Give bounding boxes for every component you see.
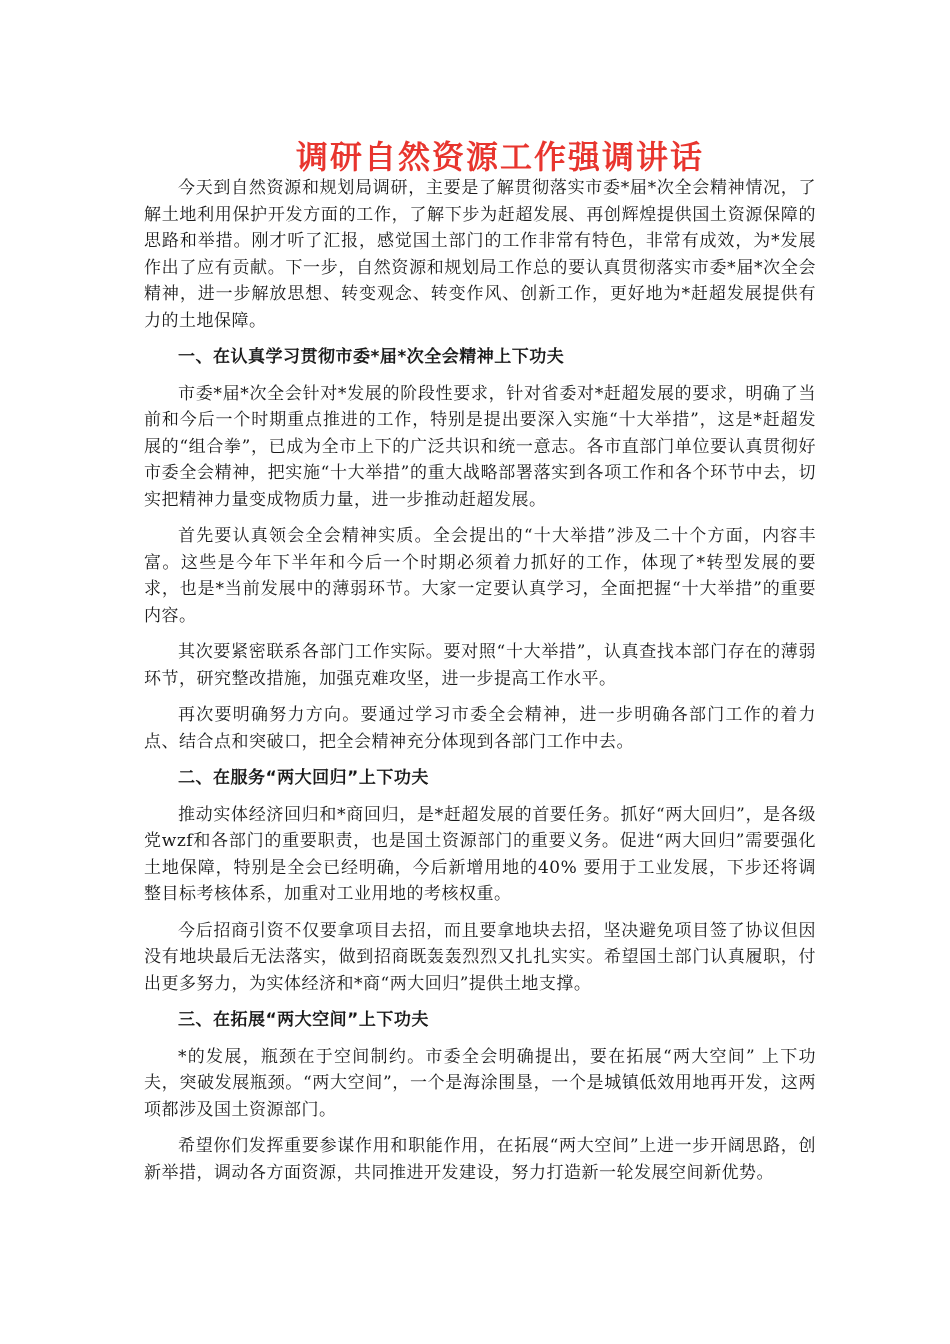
- section-heading-1: 一、在认真学习贯彻市委*届*次全会精神上下功夫: [178, 347, 565, 367]
- section-1-paragraph-4: 再次要明确努力方向。要通过学习市委全会精神，进一步明确各部门工作的着力点、结合点和突破口，把全会精神充分体现到各部门工作中去。: [144, 705, 816, 752]
- section-2-paragraph-1: 推动实体经济回归和*商回归，是*赶超发展的首要任务。抓好“两大回归”，是各级党wzf和各部门的重要职责，也是国土资源部门的重要义务。促进“两大回归”需要强化土地保障，特别是全会已经明确，今后新增用地的40% 要用于工业发展，下步还将调整目标考核体系，加重对工业用地的考核权重。: [144, 804, 816, 904]
- section-heading-2: 二、在服务“两大回归”上下功夫: [178, 768, 429, 788]
- section-3-paragraph-2: 希望你们发挥重要参谋作用和职能作用，在拓展“两大空间”上进一步开阔思路，创新举措，调动各方面资源，共同推进开发建设，努力打造新一轮发展空间新优势。: [144, 1136, 816, 1183]
- section-3-paragraph-1: *的发展，瓶颈在于空间制约。市委全会明确提出，要在拓展“两大空间” 上下功夫，突破发展瓶颈。“两大空间”，一个是海涂围垦，一个是城镇低效用地再开发，这两项都涉及国土资源部门。: [144, 1046, 816, 1120]
- section-1-paragraph-2: 首先要认真领会全会精神实质。全会提出的“十大举措”涉及二十个方面，内容丰富。这些是今年下半年和今后一个时期必须着力抓好的工作，体现了*转型发展的要求，也是*当前发展中的薄弱环节。大家一定要认真学习，全面把握“十大举措”的重要内容。: [144, 526, 816, 626]
- section-1-paragraph-1: 市委*届*次全会针对*发展的阶段性要求，针对省委对*赶超发展的要求，明确了当前和今后一个时期重点推进的工作，特别是提出要深入实施“十大举措”，这是*赶超发展的“组合拳”，已成为全市上下的广泛共识和统一意志。各市直部门单位要认真贯彻好市委全会精神，把实施“十大举措”的重大战略部署落实到各项工作和各个环节中去，切实把精神力量变成物质力量，进一步推动赶超发展。: [144, 383, 816, 510]
- section-heading-3: 三、在拓展“两大空间”上下功夫: [178, 1010, 429, 1030]
- intro-paragraph: 今天到自然资源和规划局调研，主要是了解贯彻落实市委*届*次全会精神情况，了解土地利用保护开发方面的工作，了解下步为赶超发展、再创辉煌提供国土资源保障的思路和举措。刚才听了汇报，感觉国土部门的工作非常有特色，非常有成效，为*发展作出了应有贡献。下一步，自然资源和规划局工作总的要认真贯彻落实市委*届*次全会精神，进一步解放思想、转变观念、转变作风、创新工作，更好地为*赶超发展提供有力的土地保障。: [144, 178, 816, 331]
- section-1-paragraph-3: 其次要紧密联系各部门工作实际。要对照“十大举措”，认真查找本部门存在的薄弱环节，研究整改措施，加强克难攻坚，进一步提高工作水平。: [144, 642, 816, 689]
- document-body: [144, 175, 816, 1196]
- document-title: 调研自然资源工作强调讲话: [295, 138, 704, 176]
- section-2-paragraph-2: 今后招商引资不仅要拿项目去招，而且要拿地块去招，坚决避免项目签了协议但因没有地块最后无法落实，做到招商既轰轰烈烈又扎扎实实。希望国土部门认真履职，付出更多努力，为实体经济和*商“两大回归”提供土地支撑。: [144, 920, 816, 994]
